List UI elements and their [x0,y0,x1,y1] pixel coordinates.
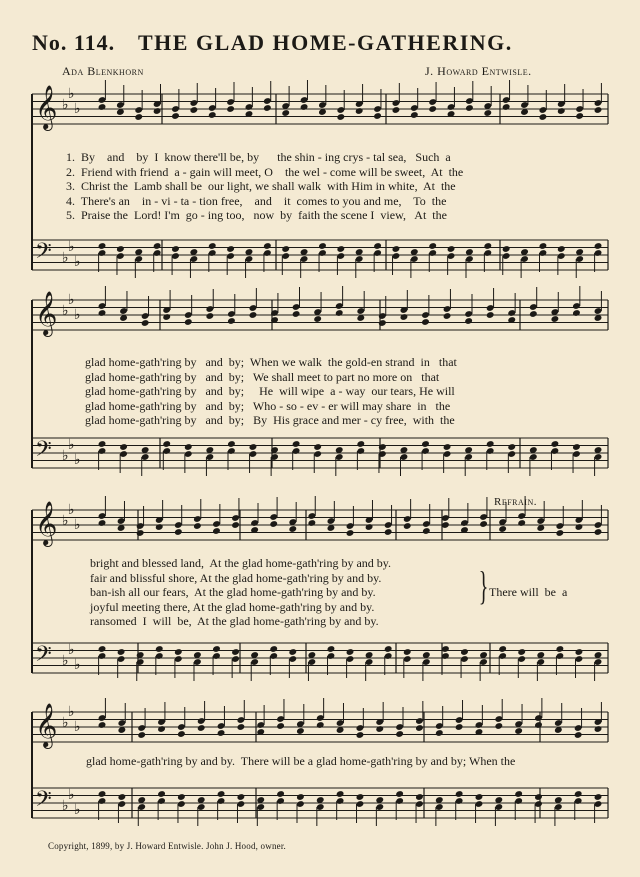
note-head [486,311,495,319]
note-head [249,311,258,319]
note-head [162,313,171,321]
note-head [263,104,272,112]
note-head [205,312,214,320]
flat-sign-icon: ♭ [74,101,81,117]
note-head [226,105,235,113]
note-head [269,645,278,653]
flat-sign-icon: ♭ [74,254,81,270]
note-head [177,793,186,801]
note-head [494,722,503,730]
note-head [551,315,560,323]
note-head [98,103,107,111]
note-head [336,113,345,121]
note-head [117,648,126,656]
note-head [447,245,456,253]
note-head [428,242,437,250]
bass-clef-icon: 𝄢 [35,437,52,467]
note-head [300,103,309,111]
note-head [155,523,164,531]
flat-sign-icon: ♭ [62,97,69,113]
note-head [116,245,125,253]
verse-line: 2. Friend with friend a - gain will meet, O the wel - come will be sweet, At the [66,164,464,179]
note-head [551,440,560,448]
note-head [529,310,538,318]
note-head [415,793,424,801]
note-head [249,443,258,451]
flat-sign-icon: ♭ [68,86,75,102]
note-head [231,521,240,529]
flat-sign-icon: ♭ [68,239,75,255]
flat-sign-icon: ♭ [62,513,69,529]
note-head [594,725,603,733]
note-head [410,111,419,119]
note-head [572,309,581,317]
note-head [384,528,393,536]
note-head [98,242,107,250]
note-head [422,527,431,535]
note-head [572,443,581,451]
note-head [174,528,183,536]
hymn-title: THE GLAD HOME-GATHERING. [138,30,513,55]
note-head [335,309,344,317]
note-head [162,440,171,448]
bass-clef-icon: 𝄢 [35,787,52,817]
note-head [327,645,336,653]
note-head [415,724,424,732]
note-head [483,242,492,250]
flat-sign-icon: ♭ [62,653,69,669]
note-head [171,245,180,253]
refrain-label: Refrain. [494,496,537,508]
verse-line: 1. By and by I know there'll be, by the shin - ing crys - tal sea, Such a [66,150,451,164]
note-head [174,648,183,656]
note-head [288,648,297,656]
note-head [498,645,507,653]
flat-sign-icon: ♭ [62,250,69,266]
note-head [197,724,206,732]
note-head [98,519,107,527]
refrain-lyric-line: glad home-gath'ring by and by. There will be a glad home-gath'ring by and by; When the [86,754,516,768]
note-head [534,721,543,729]
note-head [443,443,452,451]
copyright-notice: Copyright, 1899, by J. Howard Entwisle. John J. Hood, owner. [48,841,286,851]
note-head [98,309,107,317]
flat-sign-icon: ♭ [74,517,81,533]
note-head [534,793,543,801]
note-head [373,112,382,120]
note-head [336,245,345,253]
flat-sign-icon: ♭ [62,448,69,464]
note-head [556,529,565,537]
note-head [316,721,325,729]
flat-sign-icon: ♭ [62,303,69,319]
note-head [465,104,474,112]
note-head [486,440,495,448]
flat-sign-icon: ♭ [74,719,81,735]
verse-line: fair and blissful shore, At the glad home-gath'ring by and by. [90,570,382,585]
note-head [421,440,430,448]
note-head [356,440,365,448]
note-head [539,242,548,250]
note-head [281,245,290,253]
treble-clef-icon: 𝄞 [35,85,58,129]
note-head [594,106,603,114]
verse-brace: } [478,563,489,608]
flat-sign-icon: ♭ [68,642,75,658]
flat-sign-icon: ♭ [68,787,75,803]
note-head [375,725,384,733]
note-head [498,525,507,533]
note-head [479,520,488,528]
hymn-number: No. 114. [32,30,116,55]
note-head [119,443,128,451]
note-head [556,645,565,653]
note-head [227,440,236,448]
note-head [171,112,180,120]
note-head [356,793,365,801]
note-head [392,106,401,114]
note-head [184,443,193,451]
note-head [378,443,387,451]
note-head [134,113,143,121]
note-head [193,522,202,530]
verse-line: bright and blessed land, At the glad home-gath'ring by and by. [90,556,391,570]
note-head [395,730,404,738]
note-head [507,443,516,451]
note-head [208,242,217,250]
note-head [212,527,221,535]
verse-line: glad home-gath'ring by and by; By His grace and mer - cy free, with the [85,413,455,427]
note-head [574,731,583,739]
note-head [502,103,511,111]
note-head [308,519,317,527]
flat-sign-icon: ♭ [68,292,75,308]
lyricist-credit: Ada Blenkhorn [62,64,144,78]
note-head [263,242,272,250]
treble-clef-icon: 𝄞 [35,501,58,545]
note-head [141,319,150,327]
note-head [190,106,199,114]
note-head [557,245,566,253]
note-head [227,317,236,325]
note-head [346,529,355,537]
note-head [539,113,548,121]
note-head [483,109,492,117]
verse-line: ransomed I will be, At the glad home-gath'ring by and by. [90,614,379,628]
note-head [435,729,444,737]
flat-sign-icon: ♭ [68,437,75,453]
note-head [594,242,603,250]
note-head [296,793,305,801]
note-head [237,793,246,801]
note-head [117,793,126,801]
note-head [455,723,464,731]
note-head [574,790,583,798]
note-head [575,112,584,120]
note-head [136,529,145,537]
note-head [276,722,285,730]
refrain-start-lyric: There will be a [489,585,568,599]
flat-sign-icon: ♭ [62,715,69,731]
note-head [464,317,473,325]
verse-line: 4. There's an in - vi - ta - tion free, and it comes to you and me, To the [66,193,447,208]
note-head [403,648,412,656]
note-head [392,245,401,253]
note-head [378,319,387,327]
note-head [455,790,464,798]
note-head [288,525,297,533]
note-head [98,440,107,448]
note-head [292,310,301,318]
note-head [313,443,322,451]
note-head [296,727,305,735]
note-head [575,648,584,656]
note-head [428,105,437,113]
note-head [400,313,409,321]
verse-line: ban-ish all our fears, At the glad home-gath'ring by and by. [90,585,376,599]
note-head [356,731,365,739]
note-head [153,242,162,250]
note-head [212,645,221,653]
note-head [460,648,469,656]
flat-sign-icon: ♭ [62,798,69,814]
flat-sign-icon: ♭ [74,657,81,673]
flat-sign-icon: ♭ [74,307,81,323]
note-head [231,648,240,656]
note-head [421,318,430,326]
note-head [365,523,374,531]
note-head [514,727,523,735]
note-head [517,648,526,656]
note-head [98,721,107,729]
note-head [594,528,603,536]
note-head [137,731,146,739]
flat-sign-icon: ♭ [68,704,75,720]
note-head [217,729,226,737]
note-head [269,520,278,528]
verse-line: 5. Praise the Lord! I'm go - ing too, now by faith the scene I view, At the [66,208,447,222]
treble-clef-icon: 𝄞 [35,703,58,747]
note-head [395,790,404,798]
note-head [514,790,523,798]
note-head [157,725,166,733]
note-head [336,790,345,798]
note-head [157,790,166,798]
note-head [517,519,526,527]
note-head [155,645,164,653]
note-head [177,730,186,738]
bass-clef-icon: 𝄢 [35,239,52,269]
flat-sign-icon: ♭ [74,452,81,468]
note-head [373,242,382,250]
verse-line: glad home-gath'ring by and by; Who - so - ev - er will may share in the [85,398,451,413]
note-head [276,790,285,798]
verse-line: glad home-gath'ring by and by; He will wipe a - way our tears, He will [85,384,455,398]
note-head [208,111,217,119]
note-head [346,648,355,656]
note-head [184,318,193,326]
bass-clef-icon: 𝄢 [35,642,52,672]
note-head [98,645,107,653]
verse-line: glad home-gath'ring by and by; When we walk the gold-en strand in that [85,355,457,369]
note-head [475,793,484,801]
note-head [281,109,290,117]
note-head [292,440,301,448]
flat-sign-icon: ♭ [74,802,81,818]
note-head [384,645,393,653]
note-head [98,790,107,798]
composer-credit: J. Howard Entwisle. [425,64,532,78]
note-head [313,315,322,323]
verse-line: glad home-gath'ring by and by; We shall meet to part no more on that [85,369,440,384]
note-head [443,312,452,320]
verse-line: 3. Christ the Lamb shall be our light, we shall walk with Him in white, At the [66,179,456,193]
note-head [594,793,603,801]
note-head [318,242,327,250]
verse-line: joyful meeting there, At the glad home-gath'ring by and by. [90,599,375,614]
treble-clef-icon: 𝄞 [35,291,58,335]
note-head [153,107,162,115]
note-head [575,523,584,531]
note-head [502,245,511,253]
note-head [355,107,364,115]
note-head [557,107,566,115]
note-head [226,245,235,253]
note-head [217,790,226,798]
flat-sign-icon: ♭ [68,502,75,518]
note-head [237,723,246,731]
note-head [403,522,412,530]
